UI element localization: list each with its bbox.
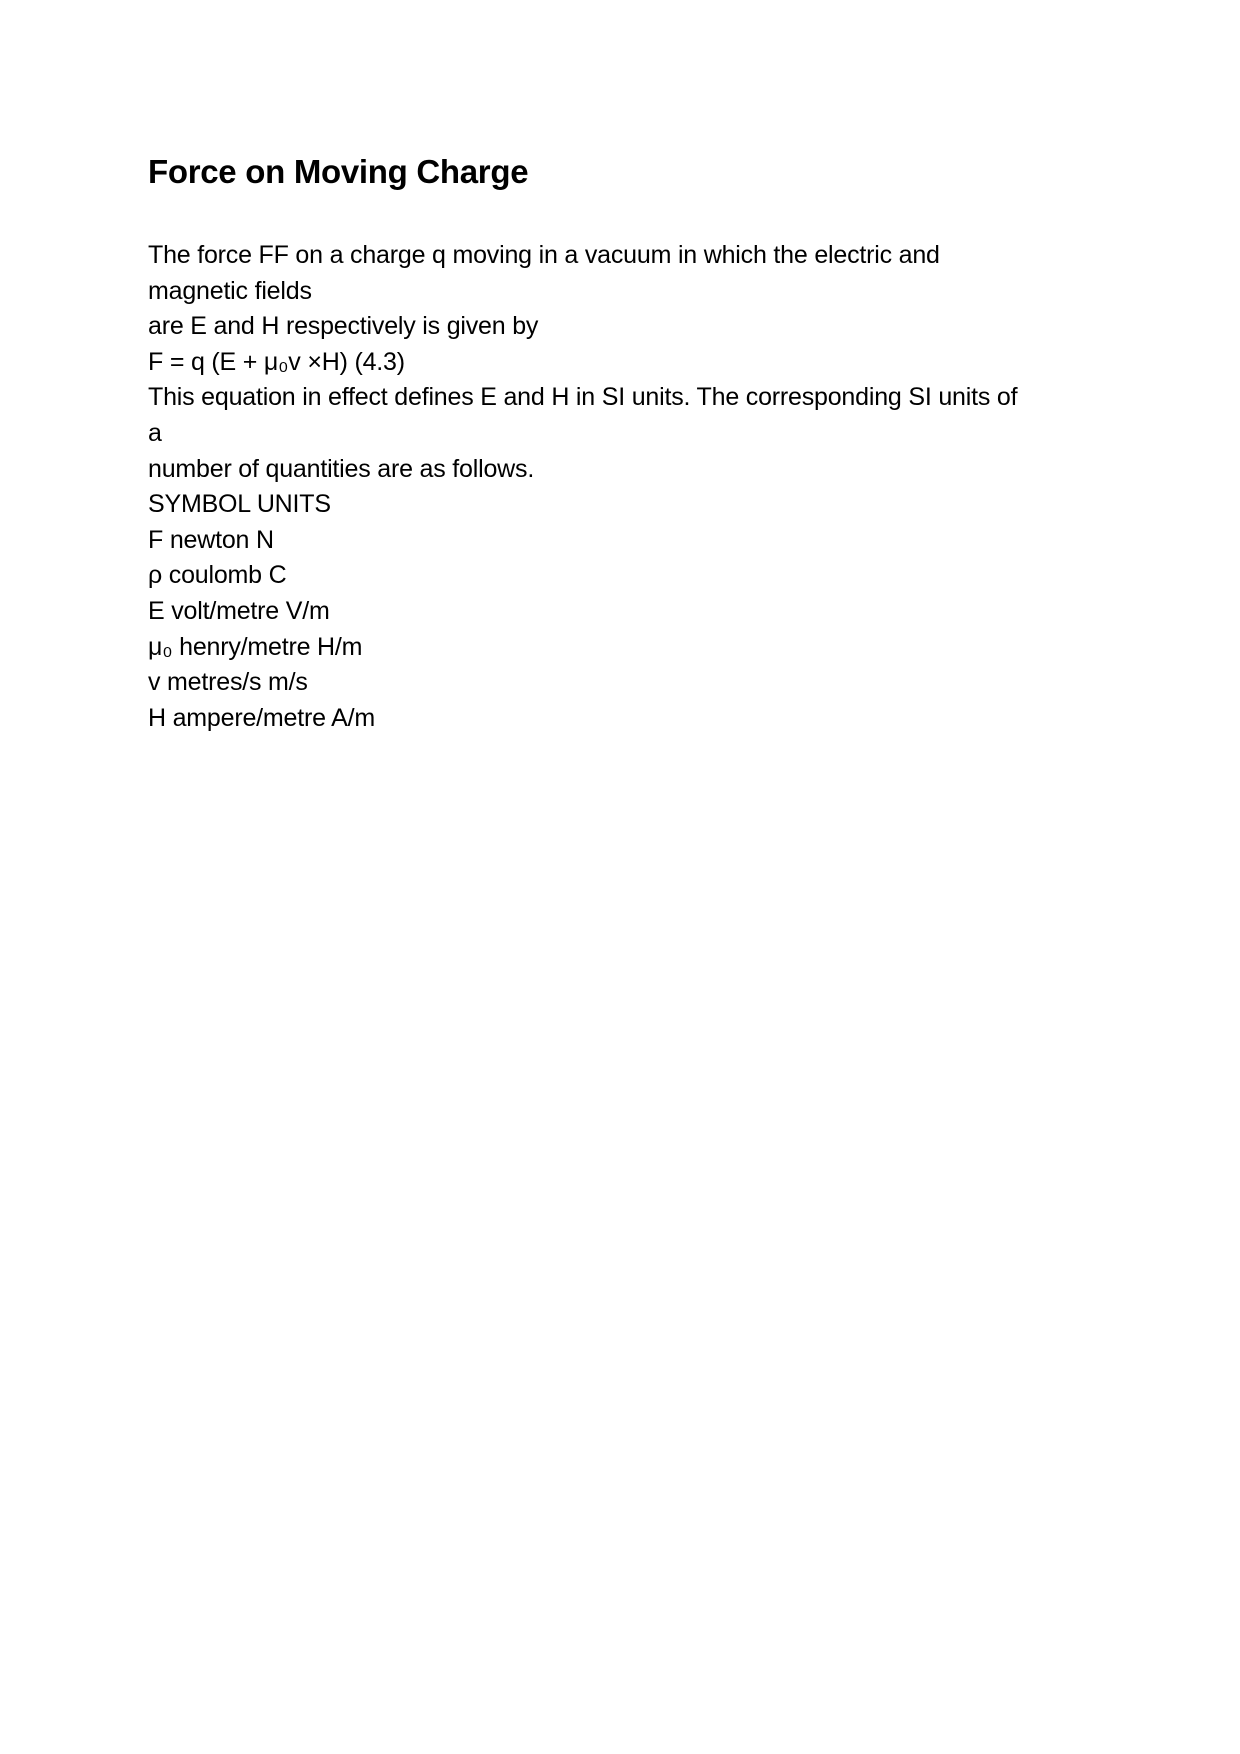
units-row: v metres/s m/s [148,668,308,697]
text-line: magnetic fields [148,276,312,305]
units-row: F newton N [148,525,274,554]
units-row: E volt/metre V/m [148,596,330,625]
page-title: Force on Moving Charge [148,153,529,190]
text-line: number of quantities are as follows. [148,454,535,483]
units-row: H ampere/metre A/m [148,703,376,732]
text-line: a [148,418,162,447]
units-row: ρ coulomb C [148,561,287,590]
equation-line: F = q (E + μ₀v ×H) (4.3) [148,347,405,376]
units-header-line: SYMBOL UNITS [148,490,331,519]
text-line: are E and H respectively is given by [148,312,539,341]
document-content [148,148,1108,736]
body-text [148,238,1108,736]
units-row: μ₀ henry/metre H/m [148,632,363,661]
text-line: The force FF on a charge q moving in a vacuum in which the electric and [148,241,940,269]
text-line: This equation in effect defines E and H in SI units. The corresponding SI units of [148,383,1018,412]
